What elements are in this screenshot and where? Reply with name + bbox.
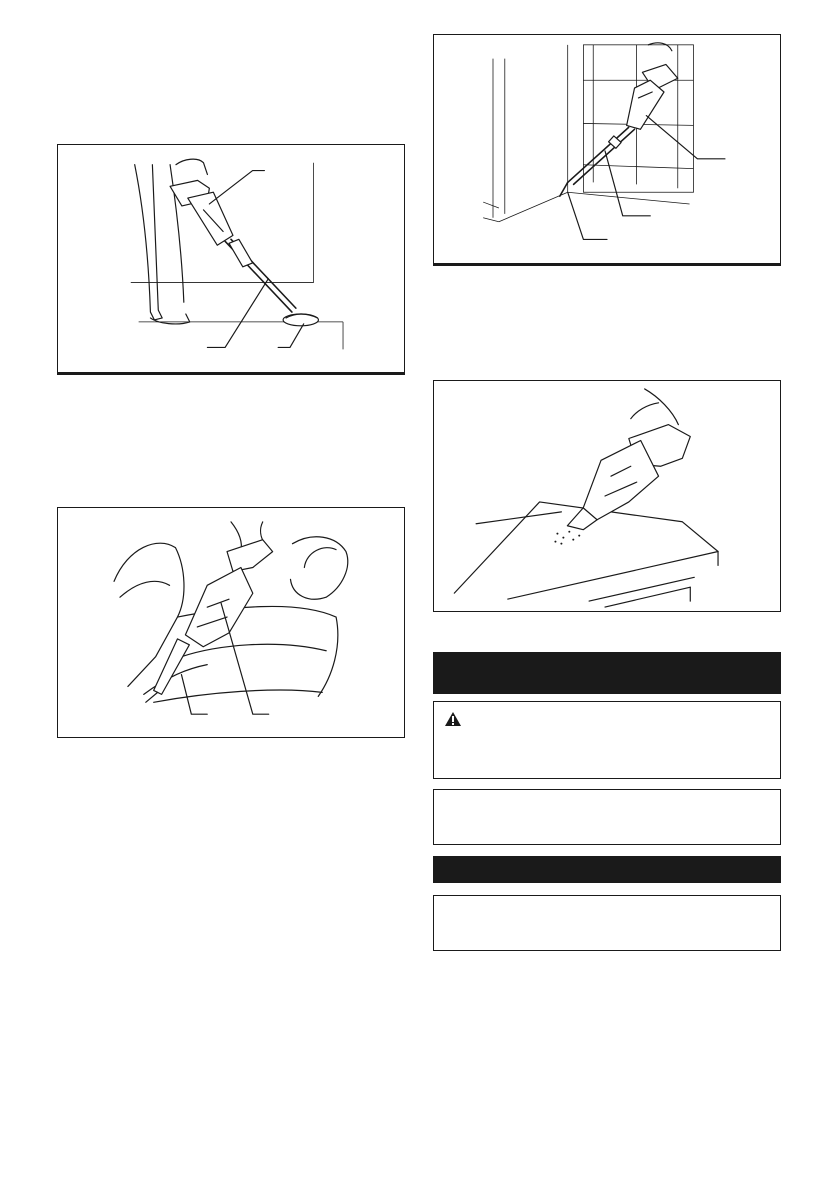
warning-triangle-icon (444, 711, 462, 727)
car-seat-illustration (58, 508, 404, 737)
wall-corner-illustration (434, 35, 780, 263)
figure-car-seat-cleaning (57, 507, 405, 738)
figure-floor-cleaning (57, 144, 405, 375)
info-box (433, 895, 781, 951)
tabletop-illustration (434, 381, 780, 611)
figure-tabletop-cleaning (433, 380, 781, 612)
subsection-header (433, 856, 781, 883)
floor-cleaning-illustration (58, 145, 404, 372)
figure-wall-corner-cleaning (433, 34, 781, 266)
notice-box (433, 789, 781, 845)
maintenance-section-header (433, 652, 781, 694)
warning-box (433, 701, 781, 779)
